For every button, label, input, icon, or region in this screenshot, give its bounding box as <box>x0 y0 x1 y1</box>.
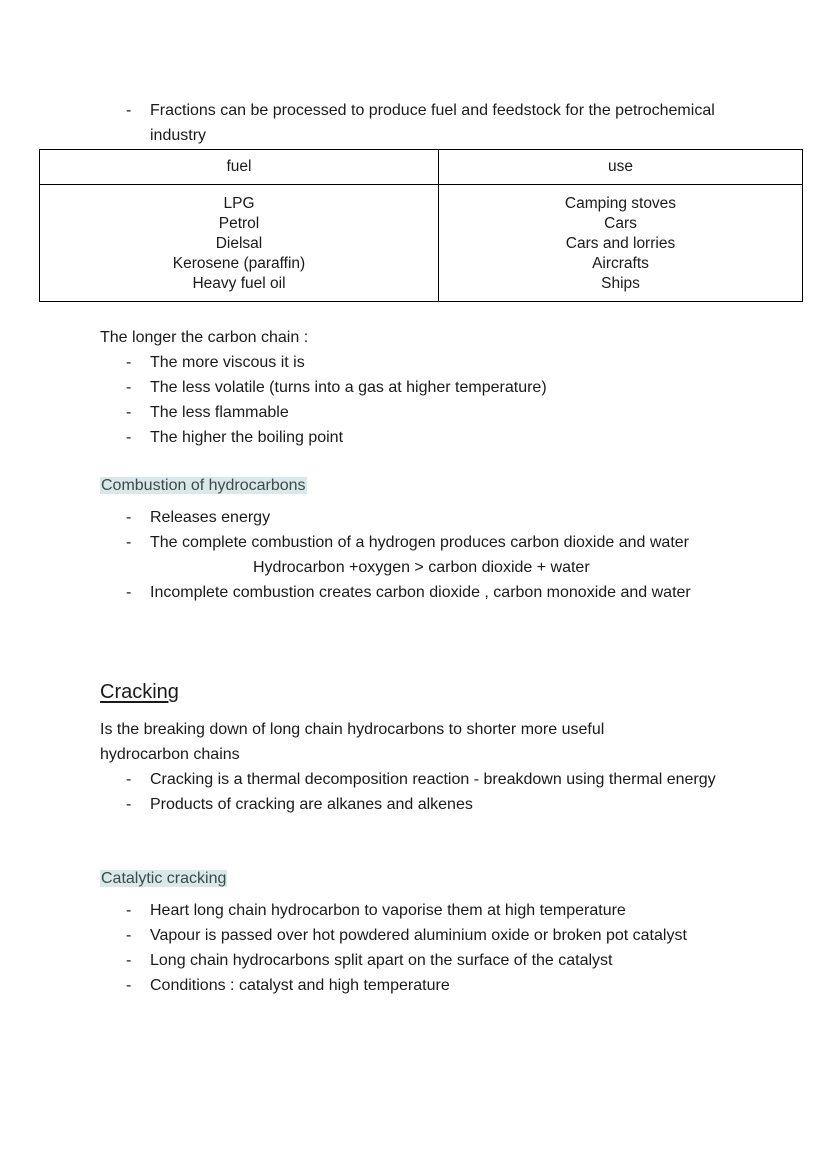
carbon-chain-section <box>0 325 725 450</box>
list-item: - Releases energy <box>100 505 725 530</box>
list-item: - Cracking is a thermal decomposition reaction - breakdown using thermal energy <box>100 767 725 792</box>
cracking-section <box>0 680 725 817</box>
list-item: - The less volatile (turns into a gas at higher temperature) <box>100 375 725 400</box>
cracking-definition: Is the breaking down of long chain hydrocarbons to shorter more useful hydrocarbon chains <box>100 721 605 763</box>
combustion-heading: Combustion of hydrocarbons <box>101 477 306 494</box>
catalytic-cracking-section <box>0 866 725 998</box>
fuel-use: Camping stoves <box>564 195 677 212</box>
list-item: - Conditions : catalyst and high temperature <box>100 973 725 998</box>
list-item: - Long chain hydrocarbons split apart on the surface of the catalyst <box>100 948 725 973</box>
carbon-chain-intro: The longer the carbon chain : <box>100 329 309 346</box>
list-item: - The higher the boiling point <box>100 425 725 450</box>
use-column-cell <box>439 185 803 302</box>
list-item: - The more viscous it is <box>100 350 725 375</box>
table-header-fuel: fuel <box>40 150 439 185</box>
fuel-use: Ships <box>601 275 640 292</box>
intro-section <box>0 98 725 148</box>
list-item: - Heart long chain hydrocarbon to vaporise them at high temperature <box>100 898 725 923</box>
carbon-chain-list <box>0 350 725 450</box>
list-item: - Incomplete combustion creates carbon dioxide , carbon monoxide and water <box>100 580 725 605</box>
fuel-name: Petrol <box>218 215 260 232</box>
table-row <box>40 185 803 302</box>
fuel-use: Aircrafts <box>592 255 649 272</box>
catalytic-cracking-list <box>0 898 725 998</box>
cracking-heading: Cracking <box>100 681 179 703</box>
table-header-use: use <box>439 150 803 185</box>
list-item: - Vapour is passed over hot powdered aluminium oxide or broken pot catalyst <box>100 923 725 948</box>
fuel-name: Kerosene (paraffin) <box>172 255 306 272</box>
cracking-list <box>0 767 725 817</box>
fuel-use: Cars <box>604 215 637 232</box>
combustion-section <box>0 473 725 605</box>
intro-list <box>0 98 725 148</box>
fuel-column-cell <box>40 185 439 302</box>
list-item: - Fractions can be processed to produce fuel and feedstock for the petrochemical industry <box>100 98 725 148</box>
fuel-name: Heavy fuel oil <box>192 275 286 292</box>
combustion-list-continued <box>0 580 725 605</box>
fuel-use: Cars and lorries <box>565 235 676 252</box>
list-item: - The complete combustion of a hydrogen produces carbon dioxide and water <box>100 530 725 555</box>
list-item: - The less flammable <box>100 400 725 425</box>
combustion-equation: Hydrocarbon +oxygen > carbon dioxide + water <box>253 559 590 576</box>
fuel-name: LPG <box>223 195 255 212</box>
combustion-list <box>0 505 725 555</box>
catalytic-cracking-heading: Catalytic cracking <box>101 870 227 887</box>
fuel-use-table <box>39 149 803 302</box>
fuel-name: Dielsal <box>215 235 263 252</box>
list-item: - Products of cracking are alkanes and alkenes <box>100 792 725 817</box>
